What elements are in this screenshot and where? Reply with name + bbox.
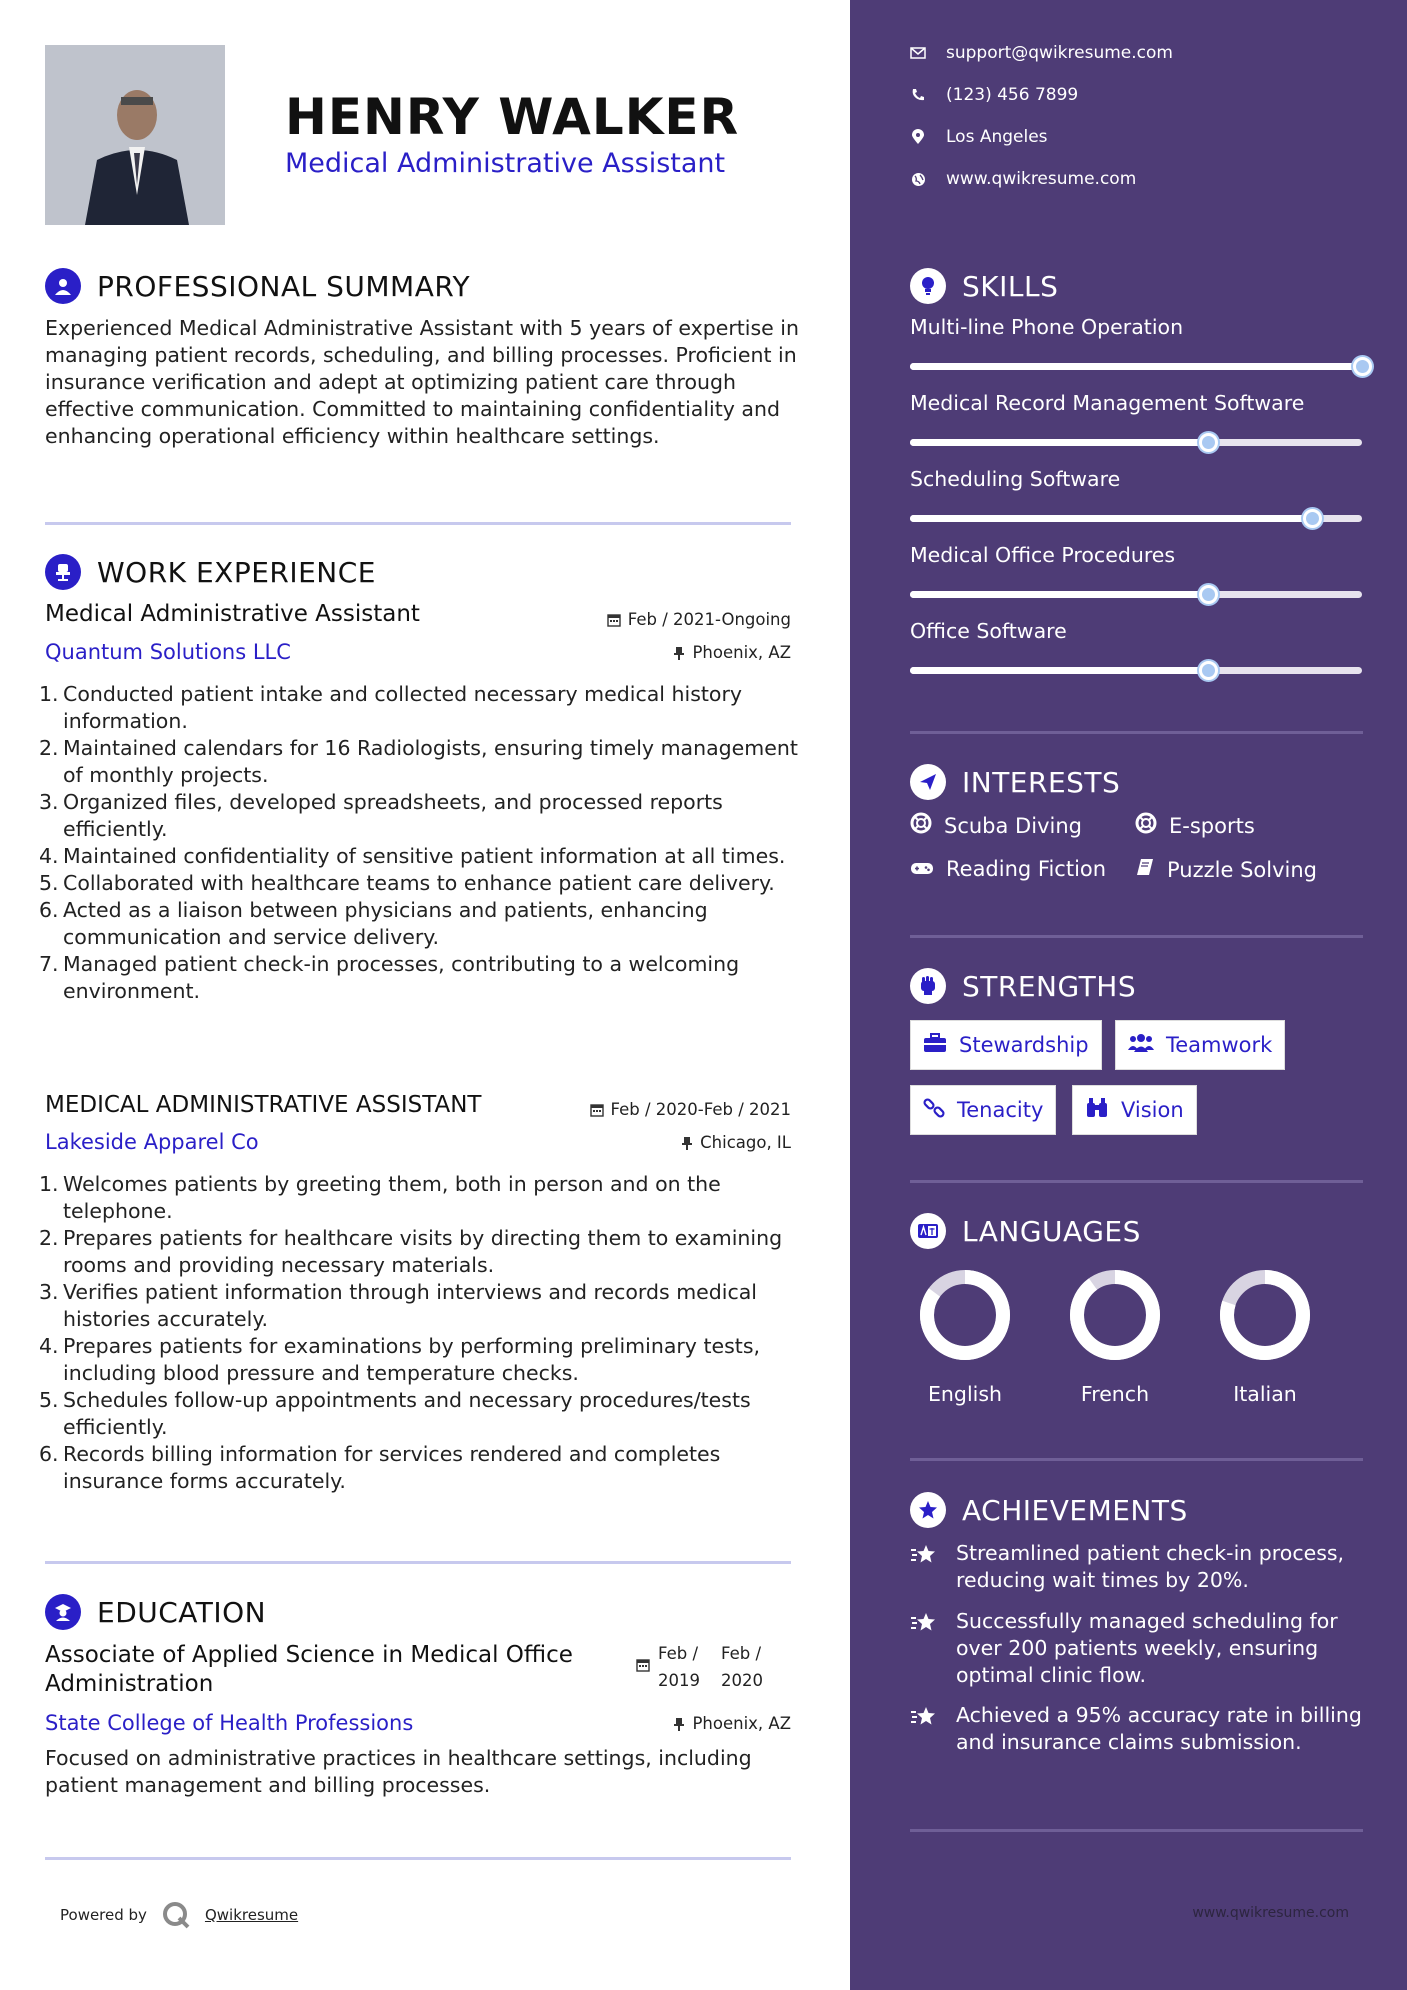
job-dates-text: Feb / 2021-Ongoing bbox=[627, 610, 791, 629]
job-dates bbox=[607, 610, 791, 629]
lightbulb-icon bbox=[910, 268, 946, 304]
job-location bbox=[681, 1133, 791, 1152]
book-icon bbox=[1135, 857, 1155, 882]
skill-name: Scheduling Software bbox=[910, 467, 1121, 491]
skill-name: Medical Record Management Software bbox=[910, 391, 1305, 415]
language-name: French bbox=[1080, 1382, 1150, 1406]
bullet-number: 3. bbox=[39, 790, 59, 814]
bullet-number: 2. bbox=[39, 1226, 59, 1250]
skill-level-handle bbox=[1199, 585, 1218, 604]
powered-by bbox=[60, 1900, 298, 1930]
qwikresume-logo-icon bbox=[161, 1900, 191, 1930]
strengths-heading bbox=[910, 968, 1136, 1004]
interest-item bbox=[1135, 812, 1255, 839]
bullet-item bbox=[39, 870, 799, 897]
skill-bar bbox=[910, 439, 1362, 446]
briefcase-icon bbox=[923, 1033, 947, 1058]
strength-label: Tenacity bbox=[957, 1098, 1044, 1122]
bullet-text: Verifies patient information through interviews and records medical histories accurately. bbox=[63, 1280, 758, 1331]
bullet-item bbox=[39, 789, 799, 843]
lifebuoy-icon bbox=[910, 812, 932, 839]
skill-name: Office Software bbox=[910, 619, 1067, 643]
skill-level-handle bbox=[1199, 433, 1218, 452]
bullet-text: Acted as a liaison between physicians and patients, enhancing communication and service delivery. bbox=[63, 898, 708, 949]
pin-icon bbox=[673, 646, 685, 660]
contact-email[interactable] bbox=[910, 43, 1173, 63]
footer-website[interactable]: www.qwikresume.com bbox=[1192, 1905, 1349, 1921]
work-heading bbox=[45, 554, 376, 590]
user-icon bbox=[45, 268, 81, 304]
sidebar-divider bbox=[910, 1829, 1363, 1832]
bullet-text: Prepares patients for healthcare visits by directing them to examining rooms and providing necessary materials. bbox=[63, 1226, 783, 1277]
phone-icon bbox=[910, 88, 926, 102]
education-heading bbox=[45, 1594, 266, 1630]
divider bbox=[45, 1857, 791, 1860]
company-name: Quantum Solutions LLC bbox=[45, 640, 291, 664]
link-icon bbox=[923, 1097, 945, 1124]
interest-label: Reading Fiction bbox=[946, 857, 1107, 881]
bullet-text: Prepares patients for examinations by performing preliminary tests, including blood pressure and temperature checks. bbox=[63, 1334, 761, 1385]
skill-bar bbox=[910, 667, 1362, 674]
strength-chip bbox=[1072, 1085, 1197, 1135]
star-medal-icon bbox=[910, 1608, 942, 1689]
interest-item bbox=[1135, 857, 1317, 882]
education-dates bbox=[636, 1640, 776, 1694]
skill-bar bbox=[910, 363, 1362, 370]
calendar-icon bbox=[607, 613, 621, 627]
language-level-arc bbox=[1077, 1277, 1153, 1353]
school-location bbox=[673, 1714, 791, 1733]
education-description: Focused on administrative practices in healthcare settings, including patient management and billing processes. bbox=[45, 1746, 752, 1797]
bullet-text: Managed patient check-in processes, contributing to a welcoming environment. bbox=[63, 952, 740, 1003]
job-title: MEDICAL ADMINISTRATIVE ASSISTANT bbox=[45, 1092, 482, 1118]
bullet-number: 1. bbox=[39, 682, 59, 706]
skills-title: SKILLS bbox=[962, 269, 1059, 303]
profile-photo bbox=[45, 45, 225, 225]
skill-bar-fill bbox=[910, 515, 1312, 522]
strength-chip bbox=[1115, 1020, 1285, 1070]
education-end-month: Feb / bbox=[721, 1644, 762, 1663]
sidebar-divider bbox=[910, 1180, 1363, 1183]
achievement-text: Successfully managed scheduling for over 200 patients weekly, ensuring optimal clinic flow. bbox=[956, 1609, 1338, 1687]
languages-heading bbox=[910, 1213, 1141, 1249]
bullet-number: 4. bbox=[39, 844, 59, 868]
calendar-icon bbox=[590, 1103, 604, 1117]
candidate-role: Medical Administrative Assistant bbox=[285, 148, 726, 179]
chair-icon bbox=[45, 554, 81, 590]
pin-icon bbox=[681, 1136, 693, 1150]
skill-bar bbox=[910, 515, 1362, 522]
skill-name: Medical Office Procedures bbox=[910, 543, 1176, 567]
bullet-number: 1. bbox=[39, 1172, 59, 1196]
summary-text: Experienced Medical Administrative Assistant with 5 years of expertise in managing patient records, scheduling, and billing processes. Proficient in insurance verification and adept at optimizing patient care through effective communication. Committed to maintaining confidentiality and enhancing operational efficiency within healthcare settings. bbox=[45, 316, 799, 448]
skills-heading bbox=[910, 268, 1058, 304]
globe-icon bbox=[910, 172, 926, 187]
sidebar-divider bbox=[910, 935, 1363, 938]
school-location-text: Phoenix, AZ bbox=[692, 1714, 791, 1733]
contact-phone-text: (123) 456 7899 bbox=[946, 85, 1079, 105]
achievement-text: Achieved a 95% accuracy rate in billing and insurance claims submission. bbox=[956, 1703, 1362, 1754]
skill-bar-fill bbox=[910, 363, 1362, 370]
bullet-item bbox=[39, 1171, 799, 1225]
achievement-item bbox=[910, 1540, 1370, 1594]
bullet-number: 5. bbox=[39, 871, 59, 895]
language-ring bbox=[1195, 1265, 1335, 1369]
star-medal-icon bbox=[910, 1702, 942, 1756]
language-name: Italian bbox=[1233, 1382, 1297, 1406]
achievement-item bbox=[910, 1608, 1370, 1689]
language-level-chart bbox=[1065, 1265, 1165, 1365]
skill-level-handle bbox=[1199, 661, 1218, 680]
achievement-text: Streamlined patient check-in process, reducing wait times by 20%. bbox=[956, 1541, 1345, 1592]
sidebar-divider bbox=[910, 731, 1363, 734]
calendar-icon bbox=[636, 1658, 650, 1672]
interests-title: INTERESTS bbox=[962, 765, 1121, 799]
bullet-text: Collaborated with healthcare teams to enhance patient care delivery. bbox=[63, 871, 775, 895]
contact-website-text: www.qwikresume.com bbox=[946, 169, 1137, 189]
language-level-chart bbox=[1215, 1265, 1315, 1365]
skill-level-handle bbox=[1303, 509, 1322, 528]
interest-item bbox=[910, 812, 1082, 839]
education-end bbox=[721, 1640, 776, 1694]
bullet-text: Welcomes patients by greeting them, both in person and on the telephone. bbox=[63, 1172, 721, 1223]
pin-icon bbox=[673, 1717, 685, 1731]
skill-name: Multi-line Phone Operation bbox=[910, 315, 1184, 339]
language-level-chart bbox=[915, 1265, 1015, 1365]
bullet-item bbox=[39, 1333, 799, 1387]
envelope-icon bbox=[910, 47, 926, 59]
education-start-year: 2019 bbox=[658, 1671, 700, 1690]
divider bbox=[45, 522, 791, 525]
translate-icon bbox=[910, 1213, 946, 1249]
contact-email-text: support@qwikresume.com bbox=[946, 43, 1173, 63]
bullet-number: 6. bbox=[39, 1442, 59, 1466]
strength-label: Vision bbox=[1121, 1098, 1184, 1122]
interest-item bbox=[910, 857, 1106, 881]
contact-phone[interactable] bbox=[910, 85, 1078, 105]
achievement-item bbox=[910, 1702, 1370, 1756]
bullet-number: 2. bbox=[39, 736, 59, 760]
interest-label: Puzzle Solving bbox=[1167, 857, 1317, 882]
candidate-name: HENRY WALKER bbox=[285, 88, 740, 146]
summary-heading bbox=[45, 268, 470, 304]
fist-icon bbox=[910, 968, 946, 1004]
star-badge-icon bbox=[910, 1492, 946, 1528]
job-bullets bbox=[39, 1171, 799, 1495]
bullet-item bbox=[39, 735, 799, 789]
bullet-number: 3. bbox=[39, 1280, 59, 1304]
bullet-text: Organized files, developed spreadsheets, and processed reports efficiently. bbox=[63, 790, 723, 841]
bullet-item bbox=[39, 1441, 799, 1495]
bullet-item bbox=[39, 897, 799, 951]
binoculars-icon bbox=[1085, 1097, 1109, 1124]
job-location-text: Phoenix, AZ bbox=[692, 643, 791, 662]
achievements-title: ACHIEVEMENTS bbox=[962, 1493, 1188, 1527]
qwikresume-link[interactable]: Qwikresume bbox=[204, 1906, 299, 1924]
users-icon bbox=[1128, 1033, 1154, 1058]
sidebar bbox=[850, 0, 1407, 1990]
job-title: Medical Administrative Assistant bbox=[45, 601, 420, 627]
bullet-text: Maintained confidentiality of sensitive patient information at all times. bbox=[63, 844, 786, 868]
contact-location-text: Los Angeles bbox=[946, 127, 1048, 147]
job-location-text: Chicago, IL bbox=[700, 1133, 791, 1152]
bullet-item bbox=[39, 681, 799, 735]
bullet-number: 5. bbox=[39, 1388, 59, 1412]
skill-bar-fill bbox=[910, 439, 1208, 446]
strength-chip bbox=[910, 1085, 1056, 1135]
education-start-month: Feb / bbox=[658, 1644, 699, 1663]
strength-chip bbox=[910, 1020, 1102, 1070]
work-title: WORK EXPERIENCE bbox=[97, 555, 376, 589]
strengths-title: STRENGTHS bbox=[962, 969, 1137, 1003]
star-medal-icon bbox=[910, 1540, 942, 1594]
education-title: EDUCATION bbox=[97, 1595, 267, 1629]
interests-heading bbox=[910, 764, 1120, 800]
skill-level-handle bbox=[1353, 357, 1372, 376]
lifebuoy-icon bbox=[1135, 812, 1157, 839]
language-name: English bbox=[927, 1382, 1003, 1406]
skill-bar bbox=[910, 591, 1362, 598]
bullet-text: Conducted patient intake and collected necessary medical history information. bbox=[63, 682, 743, 733]
graduate-icon bbox=[45, 1594, 81, 1630]
company-name: Lakeside Apparel Co bbox=[45, 1130, 259, 1154]
bullet-number: 4. bbox=[39, 1334, 59, 1358]
contact-location bbox=[910, 127, 1048, 147]
map-marker-icon bbox=[910, 129, 926, 145]
bullet-text: Schedules follow-up appointments and necessary procedures/tests efficiently. bbox=[63, 1388, 751, 1439]
job-location bbox=[673, 643, 791, 662]
bullet-text: Maintained calendars for 16 Radiologists, ensuring timely management of monthly projects. bbox=[63, 736, 798, 787]
degree-title: Associate of Applied Science in Medical Office Administration bbox=[45, 1642, 573, 1697]
interest-label: Scuba Diving bbox=[944, 813, 1082, 838]
contact-website[interactable] bbox=[910, 169, 1136, 189]
job-bullets bbox=[39, 681, 799, 1005]
bullet-item bbox=[39, 1279, 799, 1333]
education-start bbox=[658, 1640, 713, 1694]
bullet-item bbox=[39, 1387, 799, 1441]
bullet-item bbox=[39, 843, 799, 870]
school-name: State College of Health Professions bbox=[45, 1711, 414, 1735]
paper-plane-icon bbox=[910, 764, 946, 800]
languages-title: LANGUAGES bbox=[962, 1214, 1141, 1248]
bullet-number: 7. bbox=[39, 952, 59, 976]
strength-label: Teamwork bbox=[1166, 1033, 1273, 1057]
language-ring bbox=[895, 1265, 1035, 1369]
job-dates bbox=[590, 1100, 791, 1119]
bullet-item bbox=[39, 1225, 799, 1279]
divider bbox=[45, 1561, 791, 1564]
strength-label: Stewardship bbox=[959, 1033, 1089, 1057]
bullet-text: Records billing information for services rendered and completes insurance forms accurately. bbox=[63, 1442, 721, 1493]
sidebar-divider bbox=[910, 1458, 1363, 1461]
bullet-number: 6. bbox=[39, 898, 59, 922]
skill-bar-fill bbox=[910, 667, 1208, 674]
summary-title: PROFESSIONAL SUMMARY bbox=[97, 269, 471, 303]
job-dates-text: Feb / 2020-Feb / 2021 bbox=[610, 1100, 791, 1119]
powered-by-label: Powered by bbox=[60, 1906, 147, 1924]
gamepad-icon bbox=[910, 857, 934, 881]
bullet-item bbox=[39, 951, 799, 1005]
achievements-heading bbox=[910, 1492, 1188, 1528]
skill-bar-fill bbox=[910, 591, 1208, 598]
interest-label: E-sports bbox=[1169, 813, 1255, 838]
language-ring bbox=[1045, 1265, 1185, 1369]
education-end-year: 2020 bbox=[721, 1671, 763, 1690]
